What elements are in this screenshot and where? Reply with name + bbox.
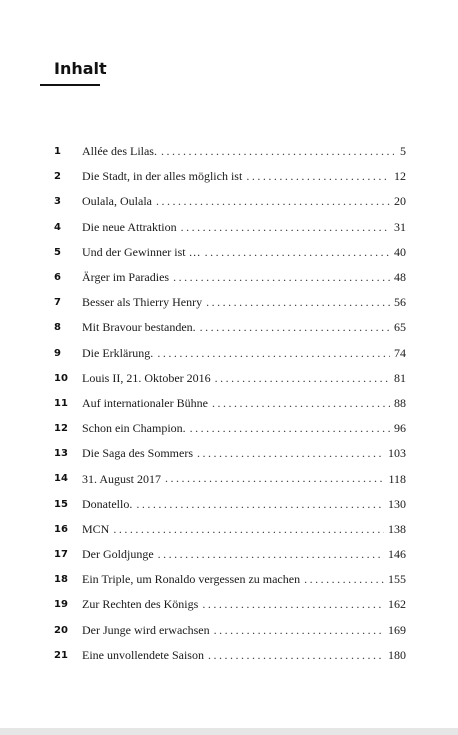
dot-leader xyxy=(181,215,390,240)
chapter-number: 13 xyxy=(54,448,68,460)
page-number: 81 xyxy=(394,370,406,385)
page-number: 130 xyxy=(388,496,406,511)
toc-entry-line xyxy=(82,265,406,290)
chapter-title: Schon ein Champion. xyxy=(82,421,186,436)
page-title: Inhalt xyxy=(54,59,107,78)
toc-entry-line xyxy=(82,391,406,416)
toc-entry-line xyxy=(82,139,406,164)
toc-entry-line xyxy=(82,416,406,441)
chapter-title: Besser als Thierry Henry xyxy=(82,295,203,310)
chapter-title: Die Saga des Sommers xyxy=(82,446,193,461)
dot-leader xyxy=(158,542,384,567)
chapter-number: 18 xyxy=(54,574,68,586)
dot-leader xyxy=(156,189,390,214)
page-number: 155 xyxy=(388,572,406,587)
page-number: 88 xyxy=(394,395,406,410)
toc-entry xyxy=(54,492,406,517)
chapter-title: Die neue Attraktion xyxy=(82,219,177,234)
chapter-title: 31. August 2017 xyxy=(82,471,162,486)
dot-leader xyxy=(202,592,384,617)
toc-entry xyxy=(54,265,406,290)
heading-underline xyxy=(40,84,100,86)
chapter-title: Auf internationaler Bühne xyxy=(82,395,208,410)
chapter-title: Der Goldjunge xyxy=(82,547,154,562)
page-number: 12 xyxy=(394,169,406,184)
toc-entry xyxy=(54,215,406,240)
toc-entry-line xyxy=(82,618,406,643)
chapter-number: 16 xyxy=(54,523,68,535)
dot-leader xyxy=(190,416,390,441)
toc-entry-line xyxy=(82,441,406,466)
dot-leader xyxy=(304,567,384,592)
chapter-number: 21 xyxy=(54,649,68,661)
toc-entry-line xyxy=(82,189,406,214)
chapter-number: 19 xyxy=(54,599,68,611)
toc-entry-line xyxy=(82,592,406,617)
toc-entry xyxy=(54,618,406,643)
page-number: 96 xyxy=(394,421,406,436)
toc-entry xyxy=(54,290,406,315)
toc-entry-line xyxy=(82,215,406,240)
toc-entry-line xyxy=(82,315,406,340)
page-number: 56 xyxy=(394,295,406,310)
dot-leader xyxy=(113,517,384,542)
dot-leader xyxy=(215,366,390,391)
page-number: 146 xyxy=(388,547,406,562)
toc-entry xyxy=(54,542,406,567)
chapter-title: Zur Rechten des Königs xyxy=(82,597,199,612)
chapter-number: 15 xyxy=(54,498,68,510)
page-number: 48 xyxy=(394,270,406,285)
chapter-number: 1 xyxy=(54,146,61,157)
chapter-number: 6 xyxy=(54,271,61,283)
chapter-title: Ärger im Paradies xyxy=(82,270,170,285)
toc-entry-line xyxy=(82,643,406,668)
page-number: 138 xyxy=(388,521,406,536)
chapter-number: 12 xyxy=(54,423,68,435)
dot-leader xyxy=(157,341,390,366)
chapter-number: 11 xyxy=(54,397,68,409)
toc-entry-line xyxy=(82,517,406,542)
page-number: 65 xyxy=(394,320,406,335)
toc-entry-line xyxy=(82,542,406,567)
toc-entry-line xyxy=(82,341,406,366)
toc-entry-line xyxy=(82,240,406,265)
toc-entry xyxy=(54,315,406,340)
page-number: 31 xyxy=(394,219,406,234)
toc-entry-line xyxy=(82,492,406,517)
table-of-contents xyxy=(54,139,406,668)
chapter-title: Die Stadt, in der alles möglich ist xyxy=(82,169,243,184)
toc-entry xyxy=(54,643,406,668)
toc-entry xyxy=(54,466,406,491)
page-number: 74 xyxy=(394,345,406,360)
toc-entry xyxy=(54,416,406,441)
chapter-title: Eine unvollendete Saison xyxy=(82,647,204,662)
toc-entry xyxy=(54,240,406,265)
page-number: 162 xyxy=(388,597,406,612)
dot-leader xyxy=(214,618,384,643)
page-number: 180 xyxy=(388,647,406,662)
page-number: 169 xyxy=(388,622,406,637)
dot-leader xyxy=(212,391,390,416)
chapter-number: 2 xyxy=(54,171,61,183)
dot-leader xyxy=(205,240,390,265)
chapter-title: Allée des Lilas. xyxy=(82,144,157,159)
toc-entry xyxy=(54,164,406,189)
contents-heading xyxy=(40,58,107,86)
toc-entry xyxy=(54,567,406,592)
toc-entry-line xyxy=(82,164,406,189)
toc-entry xyxy=(54,139,406,164)
page-number: 5 xyxy=(400,144,406,159)
chapter-number: 14 xyxy=(54,473,68,485)
dot-leader xyxy=(200,315,390,340)
page-number: 103 xyxy=(388,446,406,461)
toc-entry xyxy=(54,341,406,366)
dot-leader xyxy=(197,441,384,466)
chapter-title: Die Erklärung. xyxy=(82,345,154,360)
toc-entry xyxy=(54,592,406,617)
toc-entry xyxy=(54,441,406,466)
chapter-title: Donatello. xyxy=(82,496,133,511)
chapter-title: Oulala, Oulala xyxy=(82,194,152,209)
dot-leader xyxy=(136,492,384,517)
page-number: 40 xyxy=(394,244,406,259)
chapter-number: 3 xyxy=(54,196,61,208)
dot-leader xyxy=(161,139,394,164)
toc-entry-line xyxy=(82,567,406,592)
dot-leader xyxy=(165,466,384,491)
chapter-title: MCN xyxy=(82,521,110,536)
chapter-title: Ein Triple, um Ronaldo vergessen zu machen xyxy=(82,572,301,587)
toc-entry-line xyxy=(82,366,406,391)
page-number: 118 xyxy=(388,471,406,486)
toc-entry xyxy=(54,391,406,416)
dot-leader xyxy=(173,265,390,290)
dot-leader xyxy=(208,643,384,668)
chapter-number: 7 xyxy=(54,297,61,309)
toc-entry-line xyxy=(82,290,406,315)
chapter-number: 17 xyxy=(54,549,68,560)
chapter-number: 10 xyxy=(54,372,68,384)
toc-entry xyxy=(54,189,406,214)
chapter-number: 5 xyxy=(54,246,61,258)
chapter-title: Und der Gewinner ist … xyxy=(82,244,201,259)
dot-leader xyxy=(206,290,390,315)
page-number: 20 xyxy=(394,194,406,209)
chapter-title: Der Junge wird erwachsen xyxy=(82,622,210,637)
chapter-title: Mit Bravour bestanden. xyxy=(82,320,196,335)
toc-entry xyxy=(54,366,406,391)
chapter-number: 20 xyxy=(54,624,68,636)
toc-entry-line xyxy=(82,466,406,491)
chapter-title: Louis II, 21. Oktober 2016 xyxy=(82,370,211,385)
toc-entry xyxy=(54,517,406,542)
chapter-number: 4 xyxy=(54,221,61,233)
chapter-number: 9 xyxy=(54,347,61,359)
chapter-number: 8 xyxy=(54,322,61,334)
dot-leader xyxy=(246,164,390,189)
page-bottom-edge xyxy=(0,728,458,735)
